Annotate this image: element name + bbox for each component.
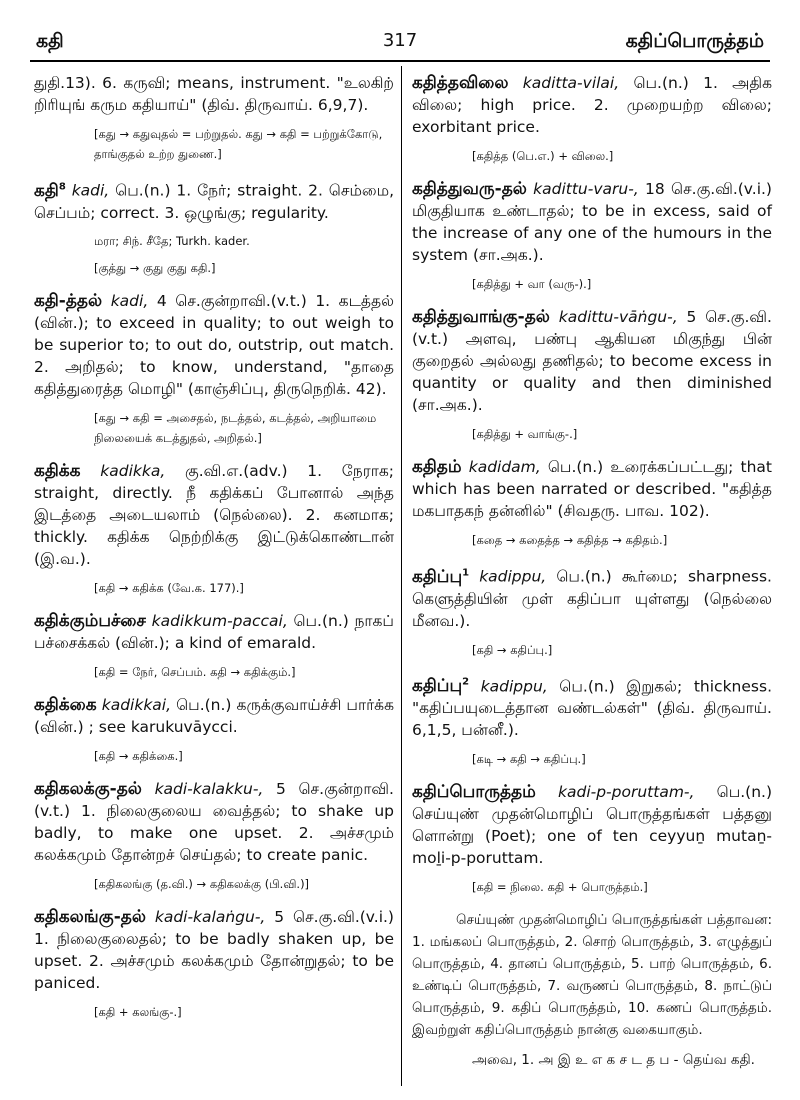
dictionary-entry [412, 672, 772, 770]
etymology: [கதித்து + வாங்கு-.] [472, 427, 578, 441]
entry-body: பெ.(n.) செய்யுண் முதன்மொழிப் பொருத்தங்கள் பத்தனு ளொன்று (Poet); one of ten ceyyuṉ mutaṉ-moḻi-p-poruttam. [412, 783, 772, 868]
entry-body: கு.வி.எ.(adv.) 1. நேராக; straight, directly. நீ கதிக்கப் போனால் அந்த இடத்தை அடையலாம் (நெல்லை). 2. கனமாக; thickly. கதிக்க நெற்றிக்கு இட்டுக்கொண்டான் (இ.வ.). [34, 461, 394, 568]
etymology: [கது → கதுவுதல் = பற்றுதல். கது → கதி = பற்றுக்கோடு, தாங்குதல் உற்ற துணை.] [94, 127, 383, 161]
dictionary-entry [34, 290, 394, 448]
headword: கதிப்பு$^2$ [412, 676, 470, 697]
etymology: [கதி → கதிக்க (வே.க. 177).] [94, 580, 244, 595]
header-right-guideword: கதிப்பொருத்தம் [625, 30, 764, 52]
transliteration: kadittu-vāṅgu-, [558, 308, 678, 326]
dictionary-entry [412, 306, 772, 444]
column-divider [401, 66, 402, 1086]
transliteration: kadi, [71, 181, 110, 200]
headword: கதி$^8$ [34, 180, 66, 201]
transliteration: kaditta-vilai, [522, 74, 620, 92]
etymology: [கதி = நிலை. கதி + பொருத்தம்.] [472, 880, 648, 895]
dictionary-entry [412, 781, 772, 897]
etymology: [கதி = நேர், செப்பம். கதி → கதிக்கும்.] [94, 664, 296, 679]
header-left-guideword: கதி [36, 30, 64, 52]
transliteration: kadi-p-poruttam-, [558, 783, 695, 802]
etymology: [குத்து → குது குது கதி.] [94, 260, 216, 275]
headword: கதிக்கை [34, 694, 97, 715]
transliteration: kadidam, [468, 458, 541, 476]
headword: கதிதம் [412, 457, 462, 477]
dictionary-entry [34, 778, 394, 894]
left-column [34, 72, 394, 1034]
page-header [0, 26, 800, 58]
headword: கதித்துவாங்கு-தல் [412, 307, 550, 327]
transliteration: kadi, [110, 291, 149, 310]
dictionary-entry [412, 456, 772, 550]
etymology: [கது → கதி = அசைதல், நடத்தல், கடத்தல், அறியாமை நிலையைக் கடத்துதல், அறிதல்.] [94, 410, 377, 445]
entry-body: 4 செ.குன்றாவி.(v.t.) 1. கடத்தல் (வின்.); to exceed in quality; to out weigh to be superior to; to out do, outstrip, out match. 2. அறிதல்; to know, understand, "தாதை கதித்துரைத்த மொழி" (காஞ்சிப்பு, திருநெறிக். 42). [34, 291, 394, 398]
explanatory-paragraph: செய்யுண் முதன்மொழிப் பொருத்தங்கள் பத்தாவன: 1. மங்கலப் பொருத்தம், 2. சொற் பொருத்தம், 3. எழுத்துப் பொருத்தம், 4. தானப் பொருத்தம், 5. பாற் பொருத்தம், 6. உண்டிப் பொருத்தம், 7. வருணப் பொருத்தம், 8. நாட்டுப் பொருத்தம், 9. கதிப் பொருத்தம், 10. கணப் பொருத்தம். இவற்றுள் கதிப்பொருத்தம் நான்கு வகையாகும். [412, 912, 772, 1039]
transliteration: kadi-kalakku-, [154, 779, 264, 798]
header-rule [30, 60, 770, 62]
headword: கதிக்க [34, 460, 81, 481]
page-number: 317 [382, 30, 418, 51]
dictionary-entry [34, 72, 394, 164]
entry-body: பெ.(n.) இறுகல்; thickness. "கதிப்பயுடைத்தான வண்டல்கள்" (திவ். திருவாய். 6,1,5, பன்னீ.). [412, 677, 772, 740]
headword: கதி-த்தல் [34, 290, 103, 311]
headword: கதிகலக்கு-தல் [34, 778, 142, 799]
dictionary-entry [34, 906, 394, 1022]
etymology: [கதித்த (பெ.எ.) + விலை.] [472, 149, 614, 163]
entry-body: பெ.(n.) உரைக்கப்பட்டது; that which has been narrated or described. "கதித்த மகபாதகந் தன்னில்" (சிவதரு. பாவ. 102). [412, 458, 772, 520]
entry-body: 5 செ.கு.வி. (v.t.) அளவு, பண்பு ஆகியன மிகுந்து பின் குறைதல் அல்லது தணிதல்; to become excess in quantity or quality and then diminished (சா.அக.). [412, 308, 772, 414]
headword: கதித்தவிலை [412, 73, 509, 93]
dictionary-entry [34, 610, 394, 682]
entry-body: பெ.(n.) 1. நேர்; straight. 2. செம்மை, செப்பம்; correct. 3. ஒழுங்கு; regularity. [34, 181, 394, 222]
explanatory-paragraph-continued: அவை, 1. அ இ உ எ க ச ட த ப - தெய்வ கதி. [472, 1052, 755, 1069]
headword: கதிப்பு$^1$ [412, 566, 470, 587]
dictionary-entry [34, 694, 394, 766]
transliteration: kadikkai, [101, 695, 172, 714]
etymology: [கதை → கதைத்த → கதித்த → கதிதம்.] [472, 533, 668, 547]
etymology: [கதி → கதிப்பு.] [472, 642, 553, 657]
transliteration: kadippu, [479, 567, 547, 586]
dictionary-entry [412, 562, 772, 660]
dictionary-entry [34, 460, 394, 598]
headword: கதிகலங்கு-தல் [34, 906, 146, 927]
entry-body: துதி.13). 6. கருவி; means, instrument. "உலகிற் றிரியுங் கரும கதியாய்" (திவ். திருவாய். 6,9,7). [34, 74, 394, 114]
etymology: [கடி → கதி → கதிப்பு.] [472, 752, 586, 767]
entry-body: 18 செ.கு.வி.(v.i.) மிகுதியாக உண்டாதல்; to be in excess, said of the increase of any one of the humours in the system (சா.அக.). [412, 180, 772, 264]
entry-body: பெ.(n.) கருக்குவாய்ச்சி பார்க்க (வின்.) ; see karukuvāycci. [34, 695, 394, 736]
headword: கதித்துவரு-தல் [412, 179, 527, 199]
headword: கதிப்பொருத்தம் [412, 782, 536, 803]
entry-body: 5 செ.கு.வி.(v.i.) 1. நிலைகுலைதல்; to be badly shaken up, be upset. 2. அச்சமும் கலக்கமும் தோன்றுதல்; to be paniced. [34, 907, 394, 992]
entry-body: பெ.(n.) 1. அதிக விலை; high price. 2. முறையற்ற விலை; exorbitant price. [412, 74, 772, 136]
etymology: [கதித்து + வா (வரு-).] [472, 277, 592, 291]
entry-body: 5 செ.குன்றாவி. (v.t.) 1. நிலைகுலைய வைத்தல்; to shake up badly, to make one upset. 2. அச்சமும் கலக்கமும் தோன்றச் செய்தல்; to create panic. [34, 779, 394, 864]
cognate-note: மரா; சிந். சீதே; Turkh. kader. [94, 233, 250, 248]
transliteration: kadikka, [100, 461, 166, 480]
etymology: [கதி → கதிக்கை.] [94, 748, 183, 763]
entry-body: பெ.(n.) நாகப் பச்சைக்கல் (வின்.); a kind of emarald. [34, 611, 394, 652]
headword: கதிக்கும்பச்சை [34, 610, 146, 631]
dictionary-entry [412, 72, 772, 166]
etymology: [கதி + கலங்கு-.] [94, 1004, 182, 1019]
entry-body: பெ.(n.) கூர்மை; sharpness. கெளுத்தியின் முள் கதிப்பா யுள்ளது (நெல்லை மீனவ.). [412, 567, 772, 630]
transliteration: kadittu-varu-, [533, 180, 639, 198]
transliteration: kadi-kalaṅgu-, [154, 907, 266, 926]
dictionary-entry [34, 176, 394, 278]
etymology: [கதிகலங்கு (த.வி.) → கதிகலக்கு (பி.வி.)] [94, 876, 310, 891]
transliteration: kadikkum-paccai, [151, 611, 288, 630]
transliteration: kadippu, [480, 677, 548, 696]
dictionary-entry [412, 178, 772, 294]
right-column [412, 72, 772, 1071]
